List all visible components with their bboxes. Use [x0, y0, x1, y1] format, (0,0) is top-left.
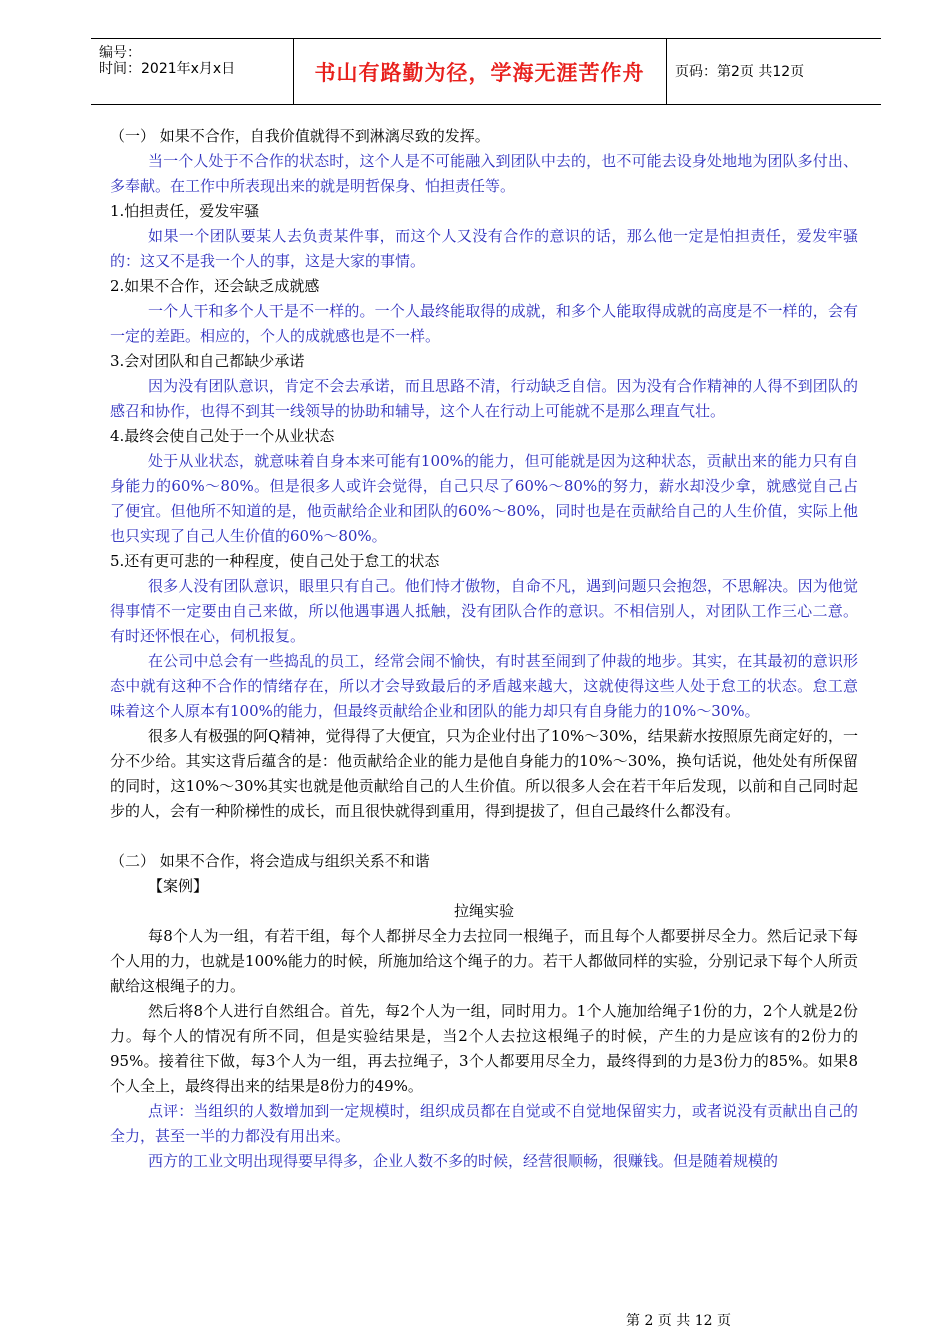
paragraph: 西方的工业文明出现得要早得多，企业人数不多的时候，经营很顺畅，很赚钱。但是随着规模的 — [148, 1152, 779, 1170]
paragraph: 每8个人为一组，有若干组，每个人都拼尽全力去拉同一根绳子，而且每个人都要拼尽全力。然后记录下每个人用的力，也就是100%能力的时候，所施加给这个绳子的力。若干人都做同样的实验，分别记录下每个人所贡献给这根绳子的力。 — [110, 927, 858, 995]
paragraph: 很多人没有团队意识，眼里只有自己。他们恃才傲物，自命不凡，遇到问题只会抱怨，不思解决。因为他觉得事情不一定要由自己来做，所以他遇事遇人抵触，没有团队合作的意识。不相信别人，对团队工作三心二意。有时还怀恨在心，伺机报复。 — [110, 577, 858, 645]
paragraph: 5.还有更可悲的一种程度，使自己处于怠工的状态 — [110, 552, 440, 570]
page-footer: 第 2 页 共 12 页 — [626, 1313, 731, 1329]
header-page-cell — [667, 39, 881, 104]
paragraph: 当一个人处于不合作的状态时，这个人是不可能融入到团队中去的，也不可能去设身处地地为团队多付出、多奉献。在工作中所表现出来的就是明哲保身、怕担责任等。 — [110, 152, 858, 195]
paragraph: 2.如果不合作，还会缺乏成就感 — [110, 277, 320, 295]
paragraph: 很多人有极强的阿Q精神，觉得得了大便宜，只为企业付出了10%～30%，结果薪水按照原先商定好的，一分不少给。其实这背后蕴含的是：他贡献给企业的能力是他自身能力的10%～30%，换句话说，他处处有所保留的同时，这10%～30%其实也就是他贡献给自己的人生价值。所以很多人会在若干年后发现，以前和自己同时起步的人，会有一种阶梯性的成长，而且很快就得到重用，得到提拔了，但自己最终什么都没有。 — [110, 727, 858, 820]
paragraph: 1.怕担责任，爱发牢骚 — [110, 202, 260, 220]
header-motto: 书山有路勤为径，学海无涯苦作舟 — [314, 59, 645, 85]
paragraph: 【案例】 — [148, 877, 209, 895]
paragraph: 点评：当组织的人数增加到一定规模时，组织成员都在自觉或不自觉地保留实力，或者说没有贡献出自己的全力，甚至一半的力都没有用出来。 — [110, 1102, 858, 1145]
paragraph: 然后将8个人进行自然组合。首先，每2个人为一组，同时用力。1个人施加给绳子1份的力，2个人就是2份力。每个人的情况有所不同，但是实验结果是，当2个人去拉这根绳子的时候，产生的力是应该有的2份力的95%。接着往下做，每3个人为一组，再去拉绳子，3个人都要用尽全力，最终得到的力是3份力的85%。如果8个人全上，最终得出来的结果是8份力的49%。 — [110, 1002, 858, 1095]
page-header — [91, 38, 881, 105]
paragraph: 一个人干和多个人干是不一样的。一个人最终能取得的成就，和多个人能取得成就的高度是不一样的，会有一定的差距。相应的，个人的成就感也是不一样。 — [110, 302, 858, 345]
paragraph: 如果一个团队要某人去负责某件事，而这个人又没有合作的意识的话，那么他一定是怕担责任，爱发牢骚的：这又不是我一个人的事，这是大家的事情。 — [110, 227, 858, 270]
paragraph: 3.会对团队和自己都缺少承诺 — [110, 352, 305, 370]
document-time-label: 时间：2021年x月x日 — [99, 61, 236, 77]
document-number-label: 编号： — [99, 45, 141, 61]
header-meta-cell — [91, 39, 294, 104]
paragraph: 拉绳实验 — [453, 902, 514, 920]
header-motto-cell — [293, 39, 667, 104]
paragraph: （一） 如果不合作，自我价值就得不到淋漓尽致的发挥。 — [110, 127, 490, 145]
paragraph: 处于从业状态，就意味着自身本来可能有100%的能力，但可能就是因为这种状态，贡献出来的能力只有自身能力的60%～80%。但是很多人或许会觉得，自己只尽了60%～80%的努力，薪水却没少拿，就感觉自己占了便宜。但他所不知道的是，他贡献给企业和团队的60%～80%，同时也是在贡献给自己的人生价值，实际上他也只实现了自己人生价值的60%～80%。 — [110, 452, 858, 545]
document-body — [110, 124, 858, 1174]
paragraph: 在公司中总会有一些捣乱的员工，经常会闹不愉快，有时甚至闹到了仲裁的地步。其实，在其最初的意识形态中就有这种不合作的情绪存在，所以才会导致最后的矛盾越来越大，这就使得这些人处于怠工的状态。怠工意味着这个人原本有100%的能力，但最终贡献给企业和团队的能力却只有自身能力的10%～30%。 — [110, 652, 858, 720]
paragraph: 4.最终会使自己处于一个从业状态 — [110, 427, 335, 445]
paragraph-spacer — [110, 824, 858, 849]
paragraph: （二） 如果不合作，将会造成与组织关系不和谐 — [110, 852, 430, 870]
header-page-number: 页码：第2页 共12页 — [675, 63, 805, 80]
paragraph: 因为没有团队意识，肯定不会去承诺，而且思路不清，行动缺乏自信。因为没有合作精神的人得不到团队的感召和协作，也得不到其一线领导的协助和辅导，这个人在行动上可能就不是那么理直气壮。 — [110, 377, 858, 420]
